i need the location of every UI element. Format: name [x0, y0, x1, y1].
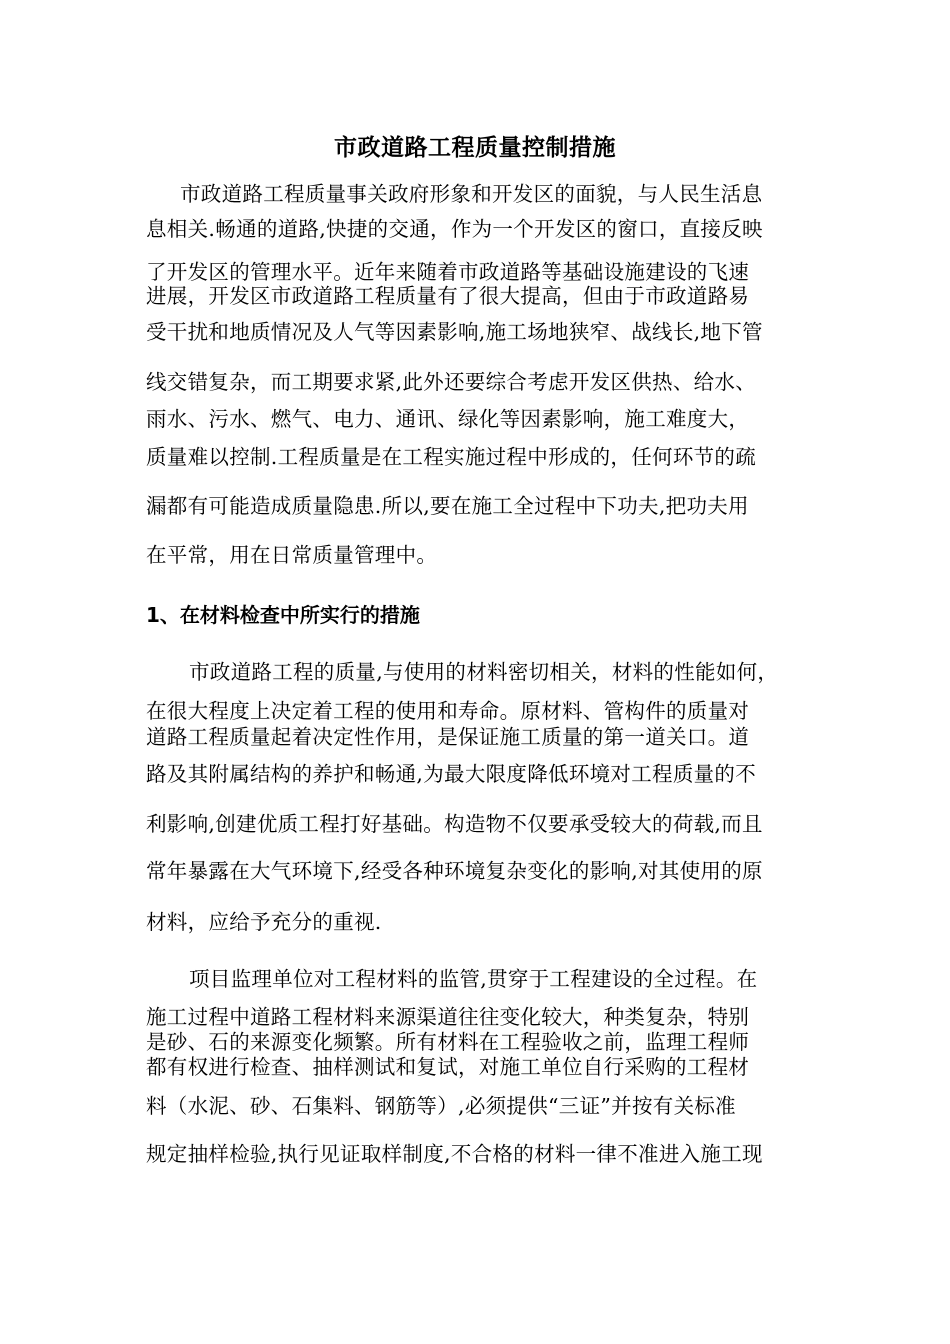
section1-para1-line: 利影响,创建优质工程打好基础。构造物不仅要承受较大的荷载,而且: [146, 812, 763, 836]
intro-line: 了开发区的管理水平。近年来随着市政道路等基础设施建设的飞速: [146, 260, 750, 284]
section1-para2-line: 项目监理单位对工程材料的监管,贯穿于工程建设的全过程。在: [189, 967, 758, 991]
section1-para2-line: 是砂、石的来源变化频繁。所有材料在工程验收之前，监理工程师: [146, 1030, 750, 1054]
document-title: 市政道路工程质量控制措施: [334, 135, 616, 161]
section1-para1-line: 在很大程度上决定着工程的使用和寿命。原材料、管构件的质量对: [146, 699, 750, 723]
section1-para2-line: 规定抽样检验,执行见证取样制度,不合格的材料一律不准进入施工现: [146, 1142, 763, 1166]
intro-line: 息相关.畅通的道路,快捷的交通，作为一个开发区的窗口，直接反映: [146, 217, 763, 241]
section1-para1-line: 常年暴露在大气环境下,经受各种环境复杂变化的影响,对其使用的原: [146, 859, 763, 883]
section1-para1-line: 材料，应给予充分的重视.: [146, 910, 382, 934]
section1-para1-line: 市政道路工程的质量,与使用的材料密切相关，材料的性能如何，: [189, 660, 779, 684]
intro-line: 线交错复杂，而工期要求紧,此外还要综合考虑开发区供热、给水、: [146, 370, 757, 394]
section-heading: 1、在材料检查中所实行的措施: [146, 603, 420, 627]
intro-line: 雨水、污水、燃气、电力、通讯、绿化等因素影响，施工难度大，: [146, 407, 750, 431]
intro-line: 在平常，用在日常质量管理中。: [146, 543, 438, 567]
intro-line: 质量难以控制.工程质量是在工程实施过程中形成的，任何环节的疏: [146, 445, 757, 469]
section1-para2-line: 都有权进行检查、抽样测试和复试，对施工单位自行采购的工程材: [146, 1055, 750, 1079]
intro-line: 受干扰和地质情况及人气等因素影响,施工场地狭窄、战线长,地下管: [146, 320, 763, 344]
section1-para2-line: 料（水泥、砂、石集料、钢筋等）,必须提供“三证”并按有关标准: [146, 1094, 736, 1118]
section1-para2-line: 施工过程中道路工程材料来源渠道往往变化较大，种类复杂，特别: [146, 1005, 750, 1029]
intro-line: 漏都有可能造成质量隐患.所以,要在施工全过程中下功夫,把功夫用: [146, 494, 749, 518]
intro-line: 市政道路工程质量事关政府形象和开发区的面貌，与人民生活息: [180, 182, 763, 206]
intro-line: 进展，开发区市政道路工程质量有了很大提高，但由于市政道路易: [146, 284, 750, 308]
section1-para1-line: 道路工程质量起着决定性作用，是保证施工质量的第一道关口。道: [146, 725, 750, 749]
section1-para1-line: 路及其附属结构的养护和畅通,为最大限度降低环境对工程质量的不: [146, 762, 757, 786]
